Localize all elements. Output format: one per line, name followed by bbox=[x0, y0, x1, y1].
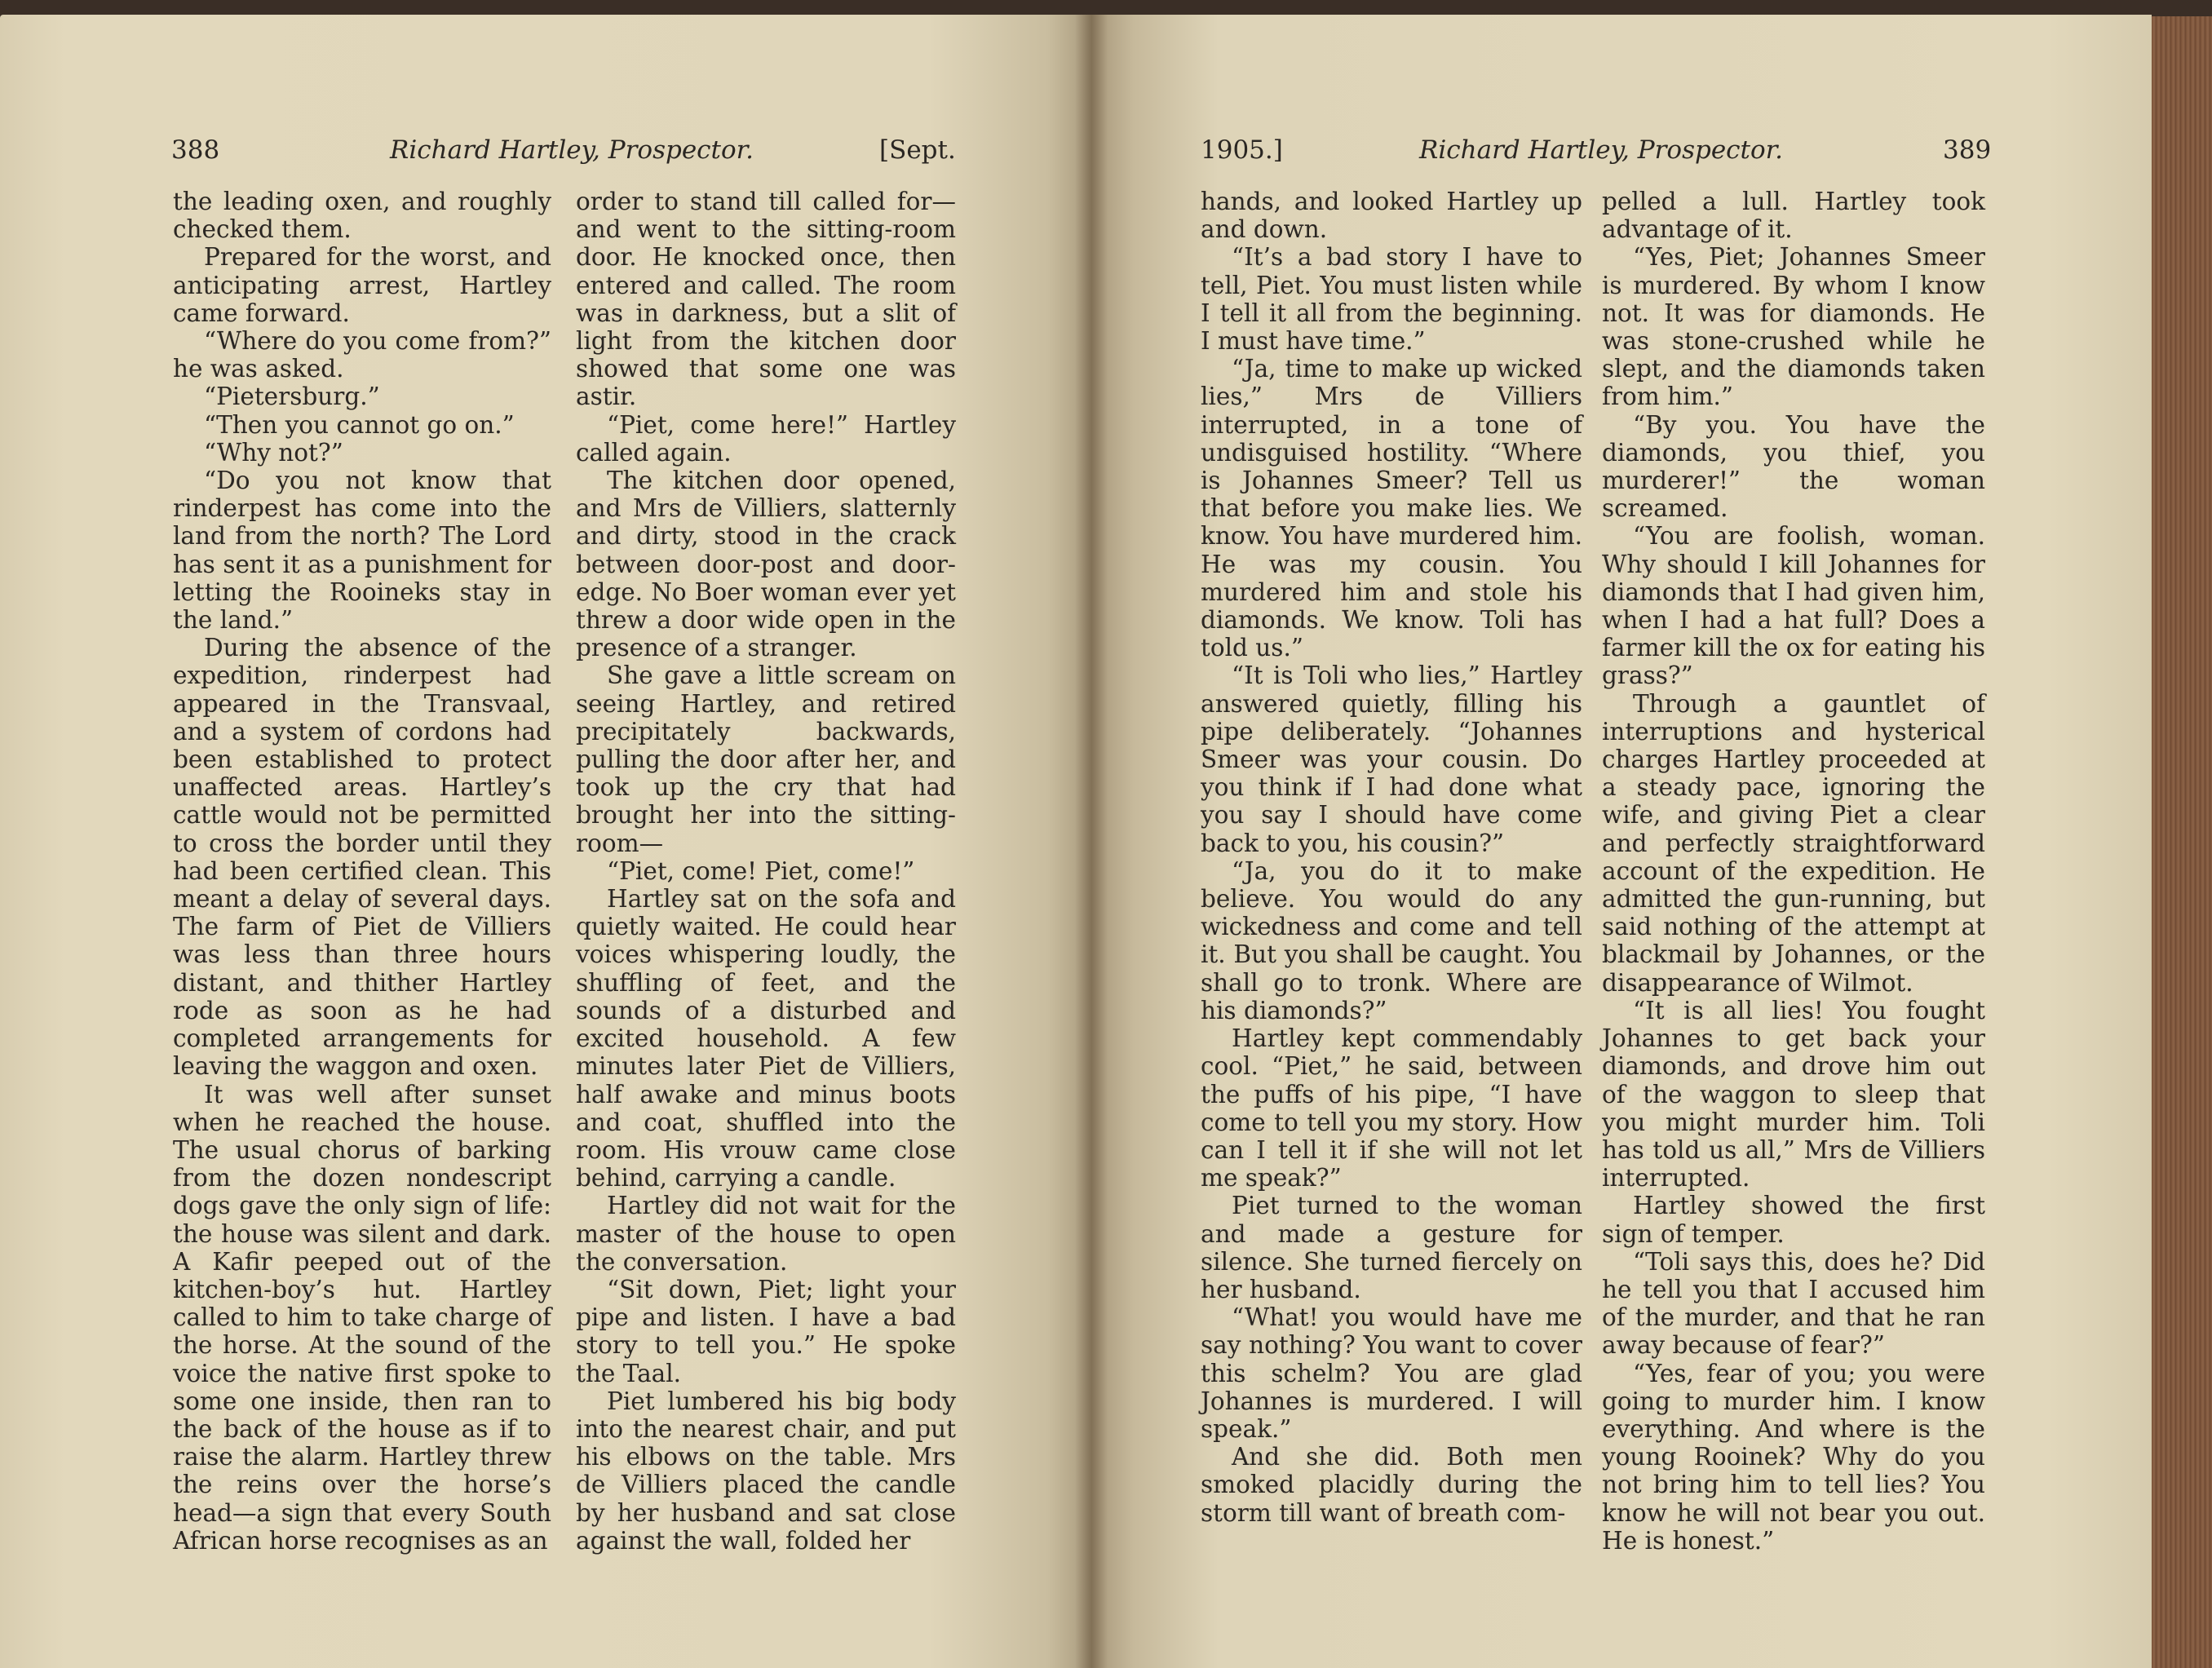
paragraph: “Toli says this, does he? Did he tell you that I accused him of the murder, and that he ran away because of fear?” bbox=[1602, 1247, 1985, 1360]
paragraph: “Ja, you do it to make believe. You would do any wickedness and come and tell it. But you shall be caught. You shall go to tronk. Where are his diamonds?” bbox=[1201, 856, 1582, 1024]
book-gutter bbox=[1075, 15, 1108, 1668]
left-page-header bbox=[0, 135, 1091, 173]
issue-date: [Sept. bbox=[879, 135, 956, 165]
paragraph: Through a gauntlet of interruptions and hysterical charges Hartley proceeded at a steady pace, ignoring the wife, and giving Piet a clear and perfectly straightforward account of the expedition. He admitted the gun-running, but said nothing of the attempt at blackmail by Johannes, or the disappearance of Wilmot. bbox=[1602, 689, 1985, 997]
text-column bbox=[1602, 188, 1985, 1555]
paragraph: Prepared for the worst, and anticipating arrest, Hartley came forward. bbox=[173, 243, 551, 327]
paragraph: During the absence of the expedition, rinderpest had appeared in the Transvaal, and a system of cordons had been established to protect unaffected areas. Hartley’s cattle would not be permitted to cross the border until they had been certified clean. This meant a delay of several days. The farm of Piet de Villiers was less than three hours distant, and thither Hartley rode as soon as he had completed arrangements for leaving the waggon and oxen. bbox=[173, 634, 551, 1081]
paragraph: “Yes, Piet; Johannes Smeer is murdered. By whom I know not. It was for diamonds. He was stone-crushed while he slept, and the diamonds taken from him.” bbox=[1602, 243, 1985, 411]
paragraph: “It’s a bad story I have to tell, Piet. You must listen while I tell it all from the beginning. I must have time.” bbox=[1201, 243, 1582, 356]
paragraph: She gave a little scream on seeing Hartley, and retired precipitately backwards, pulling the door after her, and took up the cry that had brought her into the sitting-room— bbox=[576, 661, 956, 857]
right-page-header bbox=[1091, 135, 2152, 173]
paragraph: Hartley showed the first sign of temper. bbox=[1602, 1192, 1985, 1248]
paragraph: “Why not?” bbox=[204, 438, 343, 467]
paragraph: “It is all lies! You fought Johannes to get back your diamonds, and drove him out of the waggon to sleep that you might murder him. Toli has told us all,” Mrs de Villiers interrupted. bbox=[1602, 996, 1985, 1192]
text-column bbox=[1201, 188, 1582, 1527]
text-column bbox=[173, 188, 551, 1555]
paragraph: “Where do you come from?” he was asked. bbox=[173, 327, 551, 383]
paragraph: “Pietersburg.” bbox=[204, 383, 380, 411]
running-title: Richard Hartley, Prospector. bbox=[390, 135, 754, 165]
left-page bbox=[0, 15, 1091, 1668]
paragraph: “Do you not know that rinderpest has come into the land from the north? The Lord has sent it as a punishment for letting the Rooineks stay in the land.” bbox=[173, 467, 551, 635]
paragraph: “By you. You have the diamonds, you thief, you murderer!” the woman screamed. bbox=[1602, 410, 1985, 523]
running-title: Richard Hartley, Prospector. bbox=[1419, 135, 1783, 165]
paragraph: It was well after sunset when he reached the house. The usual chorus of barking from the dozen nondescript dogs gave the only sign of life: the house was silent and dark. A Kafir peeped out of the kitchen-boy’s hut. Hartley called to him to take charge of the horse. At the sound of the voice the native first spoke to some one inside, then ran to the back of the house as if to raise the alarm. Hartley threw the reins over the horse’s head—a sign that every South African horse recognises as an bbox=[173, 1080, 551, 1555]
paragraph: “Yes, fear of you; you were going to murder him. I know everything. And where is the young Rooinek? Why do you not bring him to tell lies? You know he will not bear you out. He is honest.” bbox=[1602, 1359, 1985, 1555]
paragraph: Piet turned to the woman and made a gesture for silence. She turned fiercely on her husband. bbox=[1201, 1192, 1582, 1303]
paragraph: The kitchen door opened, and Mrs de Villiers, slatternly and dirty, stood in the crack between door-post and door-edge. No Boer woman ever yet threw a door wide open in the presence of a stranger. bbox=[576, 467, 956, 662]
issue-date: 1905.] bbox=[1201, 135, 1283, 165]
paragraph: Hartley kept commendably cool. “Piet,” he said, between the puffs of his pipe, “I have come to tell you my story. How can I tell it if she will not let me speak?” bbox=[1201, 1024, 1582, 1192]
paragraph: Hartley did not wait for the master of the house to open the conversation. bbox=[576, 1192, 956, 1276]
paragraph: “Then you cannot go on.” bbox=[204, 410, 515, 439]
paragraph: the leading oxen, and roughly checked them. bbox=[173, 188, 551, 244]
paragraph: “It is Toli who lies,” Hartley answered quietly, filling his pipe deliberately. “Johannes Smeer was your cousin. Do you think if I had done what you say I should have come back to you, his cousin?” bbox=[1201, 661, 1582, 857]
paragraph: Hartley sat on the sofa and quietly waited. He could hear voices whispering loudly, the shuffling of feet, and the sounds of a disturbed and excited household. A few minutes later Piet de Villiers, half awake and minus boots and coat, shuffled into the room. His vrouw came close behind, carrying a candle. bbox=[576, 885, 956, 1192]
right-page bbox=[1091, 15, 2152, 1668]
paragraph: “Sit down, Piet; light your pipe and listen. I have a bad story to tell you.” He spoke the Taal. bbox=[576, 1275, 956, 1387]
page-edges bbox=[2152, 16, 2212, 1668]
paragraph: “You are foolish, woman. Why should I kill Johannes for diamonds that I had given him, when I had a hat full? Does a farmer kill the ox for eating his grass?” bbox=[1602, 522, 1985, 690]
paragraph: “Piet, come! Piet, come!” bbox=[607, 856, 915, 885]
paragraph: And she did. Both men smoked placidly during the storm till want of breath com- bbox=[1201, 1443, 1582, 1527]
paragraph: “Ja, time to make up wicked lies,” Mrs de Villiers interrupted, in a tone of undisguised hostility. “Where is Johannes Smeer? Tell us that before you make lies. We know. You have murdered him. He was my cousin. You murdered him and stole his diamonds. We know. Toli has told us.” bbox=[1201, 355, 1582, 662]
paragraph: Piet lumbered his big body into the nearest chair, and put his elbows on the table. Mrs de Villiers placed the candle by her husband and sat close against the wall, folded her bbox=[576, 1387, 956, 1555]
paragraph: “Piet, come here!” Hartley called again. bbox=[576, 410, 956, 467]
paragraph: pelled a lull. Hartley took advantage of it. bbox=[1602, 188, 1985, 244]
paragraph: order to stand till called for—and went to the sitting-room door. He knocked once, then entered and called. The room was in darkness, but a slit of light from the kitchen door showed that some one was astir. bbox=[576, 188, 956, 411]
page-number: 389 bbox=[1943, 135, 1992, 165]
page-number: 388 bbox=[171, 135, 220, 165]
text-column bbox=[576, 188, 956, 1555]
paragraph: hands, and looked Hartley up and down. bbox=[1201, 188, 1582, 244]
paragraph: “What! you would have me say nothing? You want to cover this schelm? You are glad Johannes is murdered. I will speak.” bbox=[1201, 1303, 1582, 1443]
